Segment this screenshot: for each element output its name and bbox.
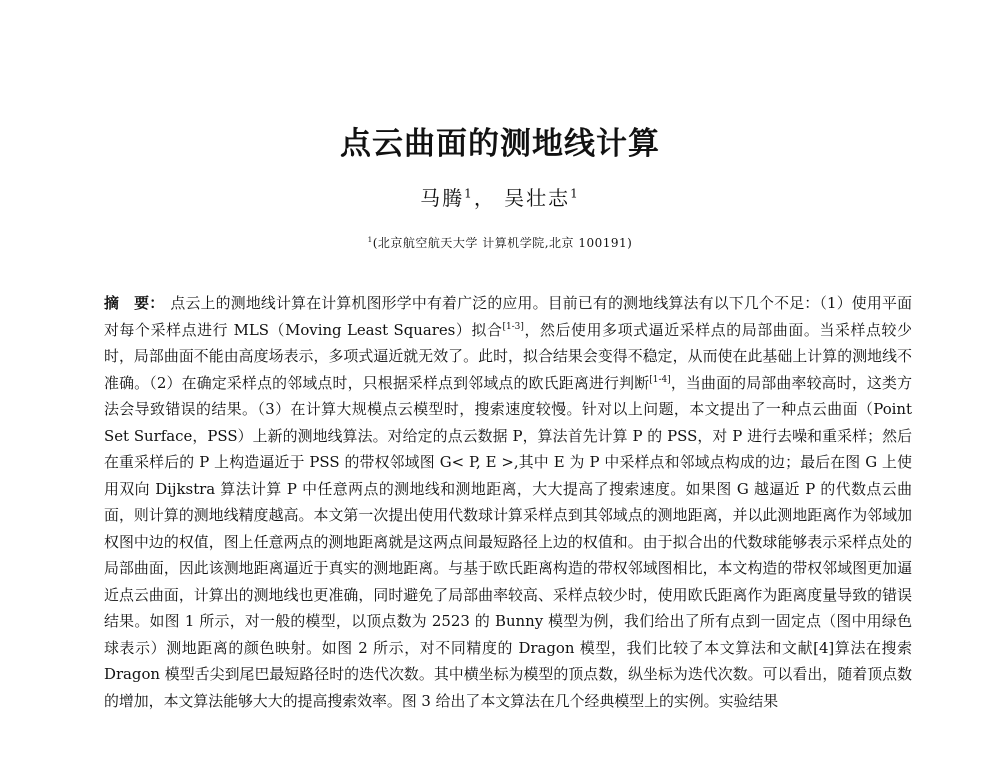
affiliation-mark: 1 <box>367 235 373 244</box>
author-line <box>0 182 1000 211</box>
author-affil-mark: 1 <box>464 186 474 201</box>
author-affil-mark: 1 <box>570 186 580 201</box>
abstract-text: ，然后使用多项式逼近采样点的局部曲面。当采样点较少时，局部曲面不能由高度场表示，多项式逼近就无效了。此时，拟合结果会变得不稳定，从而使在此基础上计算的测地线不准确。（2）在确定采样点的邻域点时，只根据采样点到邻域点的欧氏距离进行判断 <box>104 320 912 392</box>
abstract-text: ，当曲面的局部曲率较高时，这类方法会导致错误的结果。（3）在计算大规模点云模型时，搜索速度较慢。针对以上问题，本文提出了一种点云曲面（Point Set Surface，PSS）上新的测地线算法。对给定的点云数据 P，算法首先计算 P 的 PSS，对 P 进行去噪和重采样；然后在重采样后的 P 上构造逼近于 PSS 的带权邻域图 G< P, E >,其中 E 为 P 中采样点和邻域点构成的边；最后在图 G 上使用双向 Dijkstra 算法计算 P 中任意两点的测地线和测地距离，大大提高了搜索速度。如果图 G 越逼近 P 的代数点云曲面，则计算的测地线精度越高。本文第一次提出使用代数球计算采样点到其邻域点的测地距离，并以此测地距离作为邻域加权图中边的权值，图上任意两点的测地距离就是这两点间最短路径上边的权值和。由于拟合出的代数球能够表示采样点处的局部曲面，因此该测地距离逼近于真实的测地距离。与基于欧氏距离构造的带权邻域图相比，本文构造的带权邻域图更加逼近点云曲面，计算出的测地线也更准确，同时避免了局部曲率较高、采样点较少时，使用欧氏距离作为距离度量导致的错误结果。如图 1 所示，对一般的模型，以顶点数为 2523 的 Bunny 模型为例，我们给出了所有点到一固定点（图中用绿色球表示）测地距离的颜色映射。如图 2 所示，对不同精度的 Dragon 模型，我们比较了本文算法和文献[4]算法在搜索 Dragon 模型舌尖到尾巴最短路径时的迭代次数。其中横坐标为模型的顶点数，纵坐标为迭代次数。可以看出，随着顶点数的增加，本文算法能够大大的提高搜索效率。图 3 给出了本文算法在几个经典模型上的实例。实验结果 <box>104 373 912 710</box>
abstract-paragraph <box>104 290 912 714</box>
abstract-label: 摘 要： <box>104 294 165 312</box>
author-name: 马腾 <box>420 186 465 210</box>
citation-mark: [1-4] <box>649 374 671 385</box>
paper-title: 点云曲面的测地线计算 <box>340 126 660 162</box>
affiliation-text: (北京航空航天大学 计算机学院,北京 100191) <box>372 236 633 250</box>
affiliation <box>0 234 1000 251</box>
author-separator: ， <box>473 186 496 210</box>
abstract-body <box>104 294 912 710</box>
abstract-text: 点云上的测地线计算在计算机图形学中有着广泛的应用。目前已有的测地线算法有以下几个不足：（1）使用平面对每个采样点进行 MLS（Moving Least Squares）拟合 <box>104 294 912 339</box>
citation-mark: [1-3] <box>502 321 524 332</box>
author-name: 吴壮志 <box>504 186 571 210</box>
